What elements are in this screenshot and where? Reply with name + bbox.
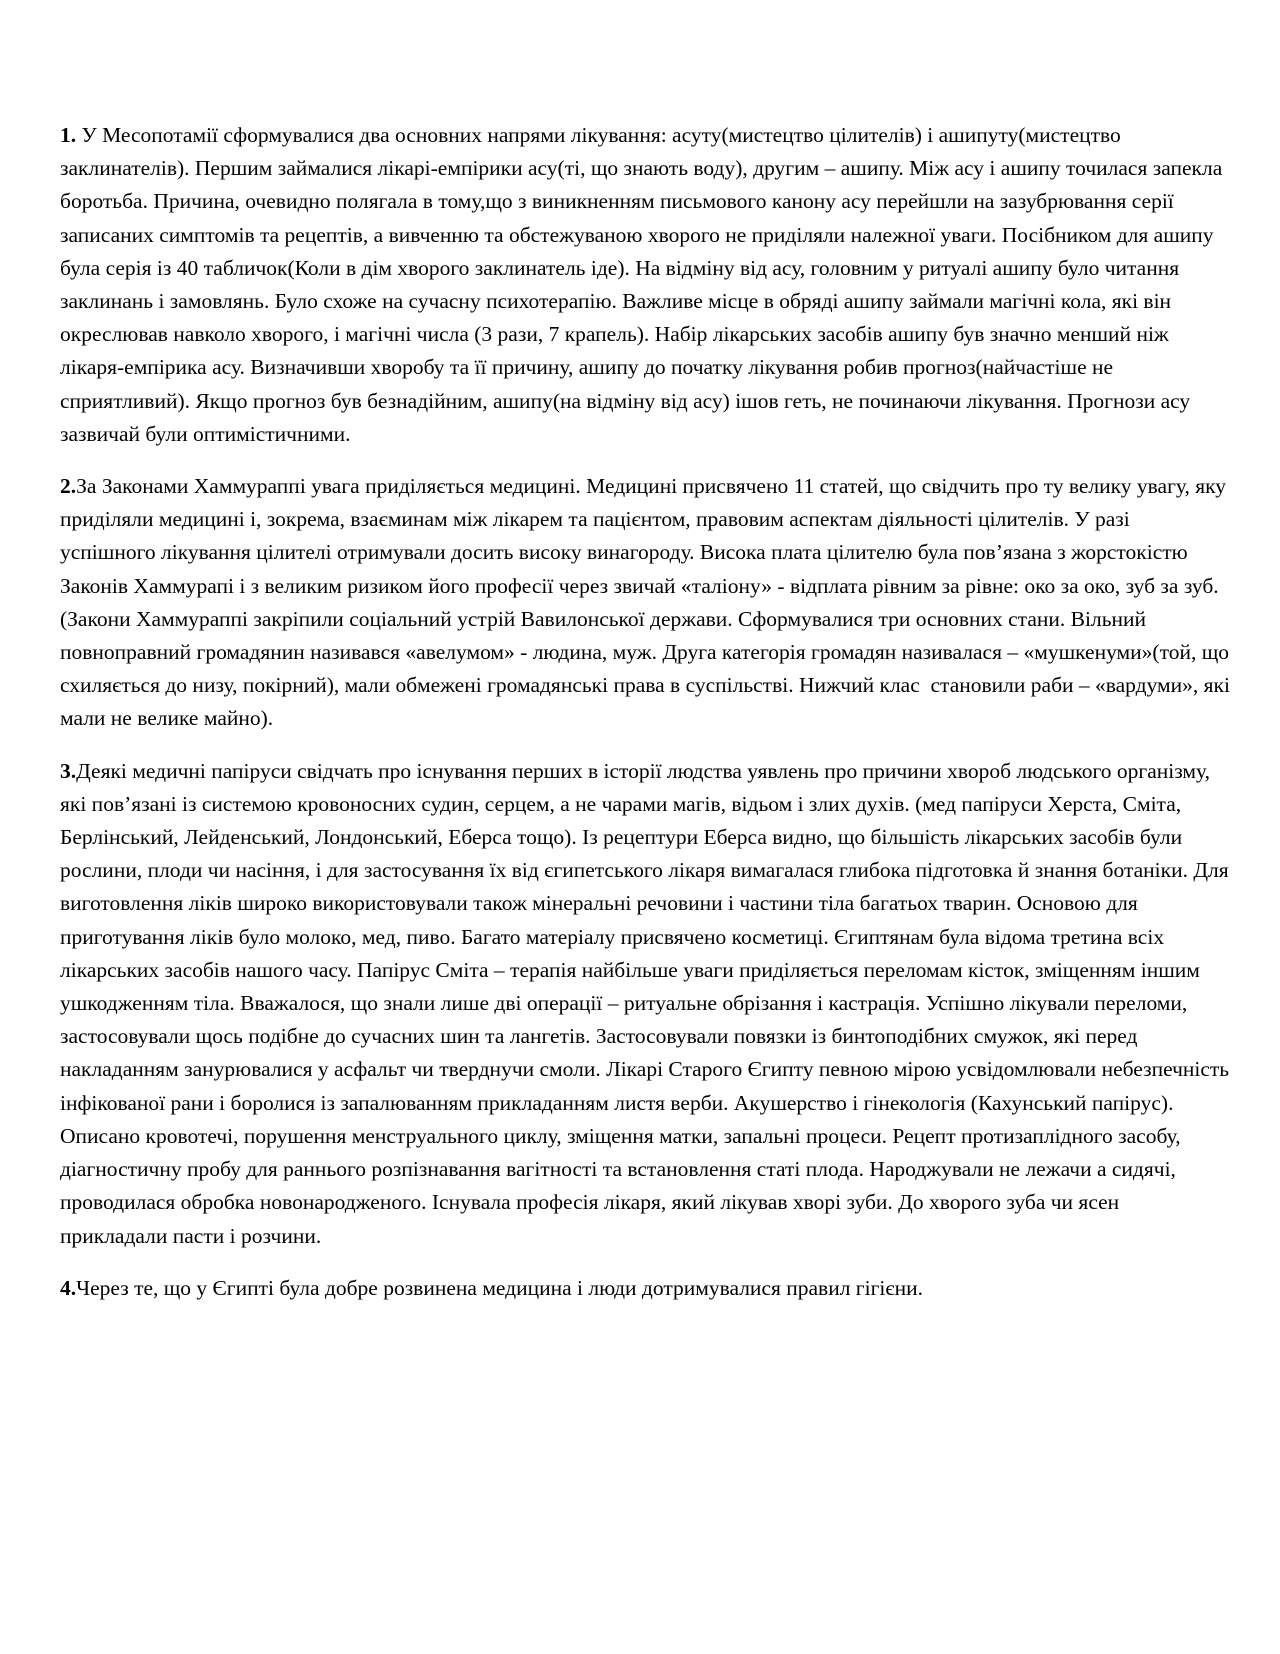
paragraph-number: 3. [60,758,77,783]
paragraph-text: У Месопотамії сформувалися два основних напрями лікування: асуту(мистецтво цілителів) і ашипуту(мистецтво заклинателів). Першим займалися лікарі-емпірики асу(ті, що знають воду), другим – ашипу. Між асу і ашипу точилася запекла боротьба. Причина, очевидно полягала в тому,що з виникненням письмового канону асу перейшли на зазубрювання серії записаних симптомів та рецептів, а вивченню та обстежуваною хворого не приділяли належної уваги. Посібником для ашипу була серія із 40 табличок(Коли в дім хворого заклинатель іде). На відміну від асу, головним у ритуалі ашипу було читання заклинань і замовлянь. Було схоже на сучасну психотерапію. Важливе місце в обряді ашипу займали магічні кола, які він окреслював навколо хворого, і магічні числа (3 рази, 7 крапель). Набір лікарських засобів ашипу був значно менший ніж лікаря-емпірика асу. Визначивши хворобу та її причину, ашипу до початку лікування робив прогноз(найчастіше не сприятливий). Якщо прогноз був безнадійним, ашипу(на відміну від асу) ішов геть, не починаючи лікування. Прогнози асу зазвичай були оптимістичними. [60,123,1228,446]
paragraph-3 [60,755,1235,1253]
document-page [60,119,1236,1324]
paragraph-4 [60,1272,1230,1305]
paragraph-number: 2. [60,474,77,499]
paragraph-2 [60,470,1236,736]
paragraph-number: 4. [60,1275,77,1300]
paragraph-text: Через те, що у Єгипті була добре розвинена медицина і люди дотримувалися правил гігієни. [76,1275,924,1300]
paragraph-text: За Законами Хаммураппі увага приділяється медицині. Медицині присвячено 11 статей, що свідчить про ту велику увагу, яку приділяли медицині і, зокрема, взаєминам між лікарем та пацієнтом, правовим аспектам діяльності цілителів. У разі успішного лікування цілителі отримували досить високу винагороду. Висока плата цілителю була пов’язана з жорстокістю Законів Хаммурапі і з великим ризиком його професії через звичай «таліону» - відплата рівним за рівне: око за око, зуб за зуб. (Закони Хаммураппі закріпили соціальний устрій Вавилонської держави. Сформувалися три основних стани. Вільний повноправний громадянин називався «авелумом» - людина, муж. Друга категорія громадян називалася – «мушкенуми»(той, що схиляється до низу, покірний), мали обмежені громадянські права в суспільстві. Нижчий клас становили раби – «вардуми», які мали не велике майно). [60,474,1236,731]
paragraph-1 [60,119,1230,451]
paragraph-number: 1. [60,123,77,147]
paragraph-text: Деякі медичні папіруси свідчать про існування перших в історії людства уявлень про причини хвороб людського організму, які пов’язані із системою кровоносних судин, серцем, а не чарами магів, відьом і злих духів. (мед папіруси Херста, Сміта, Берлінський, Лейденський, Лондонський, Еберса тощо). Із рецептури Еберса видно, що більшість лікарських засобів були рослини, плоди чи насіння, і для застосування їх від єгипетського лікаря вимагалася глибока підготовка й знання ботаніки. Для виготовлення ліків широко використовували також мінеральні речовини і частини тіла багатьох тварин. Основою для приготування ліків було молоко, мед, пиво. Багато матеріалу присвячено косметиці. Єгиптянам була відома третина всіх лікарських засобів нашого часу. Папірус Сміта – терапія найбільше уваги приділяється переломам кісток, зміщенням іншим ушкодженням тіла. Вважалося, що знали лише дві операції – ритуальне обрізання і кастрація. Успішно лікували переломи, застосовували щось подібне до сучасних шин та лангетів. Застосовували повязки із бинтоподібних смужок, які перед накладанням занурювалися у асфальт чи тверднучи смоли. Лікарі Старого Єгипту певною мірою усвідомлювали небезпечність інфікованої рани і боролися із запалюванням прикладанням листя верби. Акушерство і гінекологія (Кахунський папірус). Описано кровотечі, порушення менструального циклу, зміщення матки, запальні процеси. Рецепт протизаплідного засобу, діагностичну пробу для раннього розпізнавання вагітності та встановлення статі плода. Народжували не лежачи а сидячі, проводилася обробка новонародженого. Існувала професія лікаря, який лікував хворі зуби. До хворого зуба чи ясен прикладали пасти і розчини. [60,758,1235,1248]
